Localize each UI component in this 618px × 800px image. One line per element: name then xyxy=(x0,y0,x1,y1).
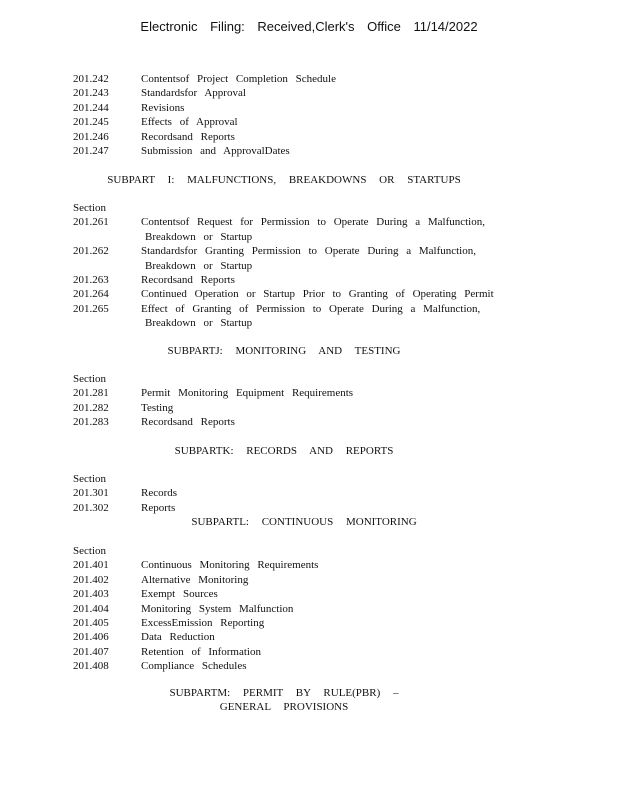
section-number: 201.263 xyxy=(73,274,109,287)
section-title: ExcessEmission Reporting xyxy=(141,617,265,630)
section-title: Continuous Monitoring Requirements xyxy=(141,559,319,572)
list-item xyxy=(73,501,543,515)
list-item xyxy=(73,144,543,158)
top-section-list xyxy=(73,72,543,158)
list-item xyxy=(73,287,543,301)
subpart-i-heading: SUBPART I: MALFUNCTIONS, BREAKDOWNS OR STARTUPS xyxy=(107,174,461,186)
section-title-continued: Breakdown or Startup xyxy=(145,230,253,243)
section-title: Compliance Schedules xyxy=(141,660,247,673)
section-number: 201.261 xyxy=(73,216,109,229)
section-number: 201.402 xyxy=(73,573,109,586)
list-item xyxy=(73,401,543,415)
section-title: Retention of Information xyxy=(141,645,261,658)
subpart-k-list xyxy=(73,472,543,515)
subpart-j-list xyxy=(73,372,543,430)
section-title: Data Reduction xyxy=(141,631,215,644)
section-title: Recordsand Reports xyxy=(141,274,235,287)
section-title: Effect of Granting of Permission to Operate During a Malfunction, xyxy=(141,302,481,315)
section-number: 201.281 xyxy=(73,387,109,400)
section-number: 201.265 xyxy=(73,302,109,315)
subpart-l-heading: SUBPARTL: CONTINUOUS MONITORING xyxy=(191,516,417,528)
list-item xyxy=(73,302,543,331)
section-number: 201.242 xyxy=(73,73,109,85)
list-item xyxy=(73,386,543,400)
section-title: Revisions xyxy=(141,101,185,114)
section-number: 201.406 xyxy=(73,631,109,644)
list-item xyxy=(73,587,543,601)
list-item xyxy=(73,630,543,644)
subpart-m-heading: SUBPARTM: PERMIT BY RULE(PBR) – xyxy=(169,687,399,699)
section-number: 201.244 xyxy=(73,101,109,114)
section-number: 201.401 xyxy=(73,559,109,572)
section-title: Contentsof Request for Permission to Operate During a Malfunction, xyxy=(141,216,485,229)
section-number: 201.245 xyxy=(73,116,109,129)
list-item xyxy=(73,558,543,572)
section-label: Section xyxy=(73,473,106,485)
section-number: 201.404 xyxy=(73,602,109,615)
section-title: Standardsfor Approval xyxy=(141,87,246,100)
section-title-continued: Breakdown or Startup xyxy=(145,259,253,272)
list-item xyxy=(73,659,543,673)
section-number: 201.247 xyxy=(73,145,109,158)
section-number: 201.403 xyxy=(73,588,109,601)
section-title: Records xyxy=(141,487,178,500)
list-item xyxy=(73,645,543,659)
list-item xyxy=(73,616,543,630)
list-item xyxy=(73,486,543,500)
section-title: Recordsand Reports xyxy=(141,416,235,429)
section-title: Reports xyxy=(141,501,176,514)
section-number: 201.282 xyxy=(73,401,109,414)
section-title: Continued Operation or Startup Prior to Granting of Operating Permit xyxy=(141,288,494,301)
subpart-l-list xyxy=(73,544,543,674)
subpart-m-heading-continued: GENERAL PROVISIONS xyxy=(219,701,349,713)
section-title: Monitoring System Malfunction xyxy=(141,602,294,615)
section-number: 201.262 xyxy=(73,245,109,258)
list-item xyxy=(73,130,543,144)
section-title: Permit Monitoring Equipment Requirements xyxy=(141,387,354,400)
section-number: 201.408 xyxy=(73,660,109,673)
section-title: Submission and ApprovalDates xyxy=(141,145,290,158)
section-title: Exempt Sources xyxy=(141,588,218,601)
section-number: 201.264 xyxy=(73,288,109,301)
section-label: Section xyxy=(73,373,106,385)
section-title: Contentsof Project Completion Schedule xyxy=(141,73,336,85)
section-title: Alternative Monitoring xyxy=(141,573,249,586)
section-number: 201.302 xyxy=(73,501,109,514)
section-title: Standardsfor Granting Permission to Operate During a Malfunction, xyxy=(141,245,476,258)
subpart-k-heading: SUBPARTK: RECORDS AND REPORTS xyxy=(174,445,394,457)
section-label: Section xyxy=(73,202,106,214)
list-item xyxy=(73,72,543,86)
section-number: 201.283 xyxy=(73,416,109,429)
list-item xyxy=(73,573,543,587)
subpart-i-list xyxy=(73,201,543,331)
section-number: 201.301 xyxy=(73,487,109,500)
electronic-filing-header: Electronic Filing: Received,Clerk's Office 11/14/2022 xyxy=(140,19,478,34)
list-item xyxy=(73,273,543,287)
list-item xyxy=(73,215,543,244)
list-item xyxy=(73,415,543,429)
section-title-continued: Breakdown or Startup xyxy=(145,317,253,330)
section-number: 201.405 xyxy=(73,617,109,630)
subpart-j-heading: SUBPARTJ: MONITORING AND TESTING xyxy=(167,345,401,357)
section-number: 201.243 xyxy=(73,87,109,100)
section-number: 201.246 xyxy=(73,130,109,143)
section-label: Section xyxy=(73,545,106,557)
section-title: Testing xyxy=(141,401,174,414)
list-item xyxy=(73,86,543,100)
section-title: Recordsand Reports xyxy=(141,130,235,143)
section-title: Effects of Approval xyxy=(141,116,238,129)
list-item xyxy=(73,101,543,115)
list-item xyxy=(73,602,543,616)
list-item xyxy=(73,115,543,129)
section-number: 201.407 xyxy=(73,645,109,658)
list-item xyxy=(73,244,543,273)
